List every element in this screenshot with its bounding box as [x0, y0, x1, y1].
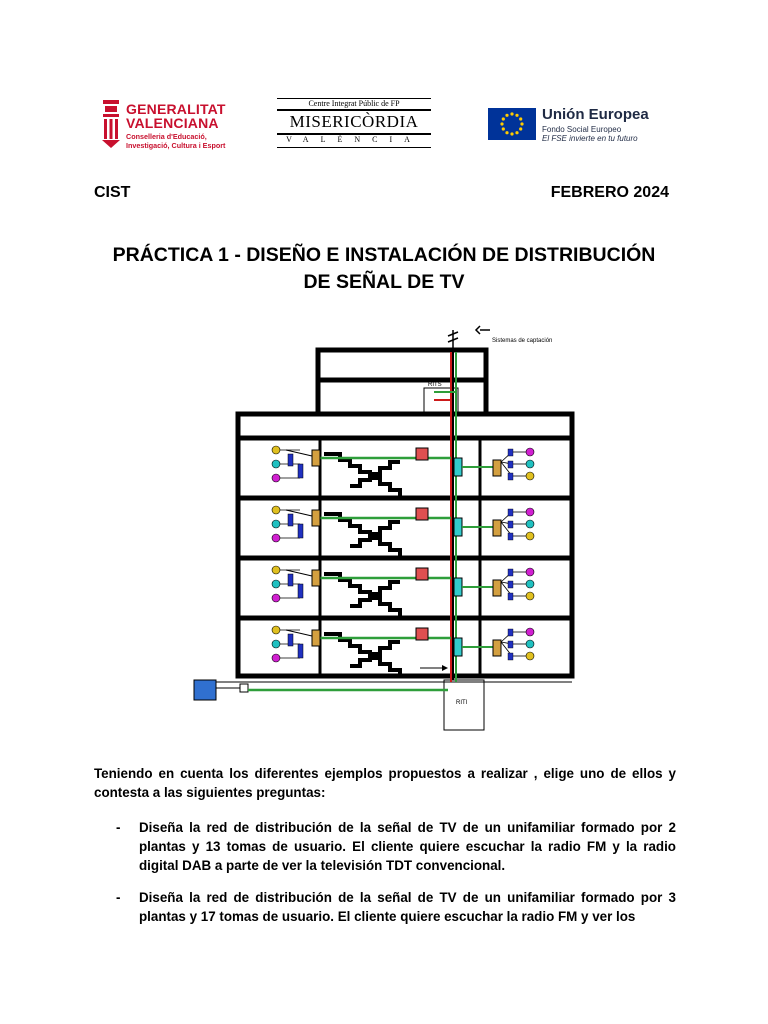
- toma-outlet: [508, 653, 513, 660]
- toma-outlet: [288, 634, 293, 646]
- cip-misericordia-logo: [277, 98, 431, 152]
- toma-outlet: [298, 464, 303, 478]
- toma-outlet: [508, 641, 513, 648]
- union-europea-logo: [488, 106, 688, 146]
- label-rits: RITS: [428, 382, 442, 388]
- toma-outlet: [526, 592, 534, 600]
- toma-outlet: [298, 584, 303, 598]
- toma-outlet: [508, 473, 513, 480]
- antenna-icon: [448, 326, 490, 350]
- toma-outlet: [526, 568, 534, 576]
- toma-outlet: [298, 524, 303, 538]
- toma-outlet: [526, 448, 534, 456]
- toma-outlet: [526, 460, 534, 468]
- toma-outlet: [298, 644, 303, 658]
- toma-outlet: [508, 593, 513, 600]
- toma-outlet: [272, 594, 280, 602]
- cip-name: MISERICÒRDIA: [277, 109, 431, 135]
- toma-outlet: [272, 506, 280, 514]
- toma-outlet: [508, 461, 513, 468]
- toma-outlet: [508, 521, 513, 528]
- title-line-2: DE SEÑAL DE TV: [303, 271, 465, 293]
- staircase: [324, 454, 400, 676]
- toma-outlet: [272, 566, 280, 574]
- toma-outlet: [508, 569, 513, 576]
- intro-paragraph: Teniendo en cuenta los diferentes ejemplos propuestos a realizar , elige uno de ellos y contesta a las siguientes preguntas:: [94, 766, 676, 800]
- toma-outlet: [288, 454, 293, 466]
- header-date: FEBRERO 2024: [550, 184, 669, 201]
- toma-outlet: [272, 626, 280, 634]
- toma-outlet: [526, 580, 534, 588]
- toma-outlet: [272, 446, 280, 454]
- gva-emblem-icon: [100, 98, 122, 150]
- task-bullet: -: [116, 890, 121, 905]
- cip-city: VALÈNCIA: [277, 135, 431, 148]
- building-structure: [200, 350, 572, 730]
- toma-outlet: [288, 574, 293, 586]
- toma-outlet: [526, 652, 534, 660]
- toma-outlet: [272, 654, 280, 662]
- toma-outlet: [526, 628, 534, 636]
- eu-flag-icon: [488, 108, 536, 140]
- page-title: [60, 242, 708, 296]
- gva-line2: VALENCIANA: [126, 115, 219, 131]
- user-outlets: [272, 446, 534, 662]
- task-text: Diseña la red de distribución de la señal de TV de un unifamiliar formado por 3 plantas y 17 tomas de usuario. El cliente quiere escuchar la radio FM y ver los: [139, 890, 676, 924]
- gva-sub1: Conselleria d'Educació,: [126, 132, 207, 141]
- toma-outlet: [508, 509, 513, 516]
- toma-outlet: [526, 532, 534, 540]
- toma-outlet: [288, 514, 293, 526]
- eu-subtitle-2: El FSE invierte en tu futuro: [542, 134, 638, 143]
- label-riti: RITI: [456, 700, 468, 706]
- toma-outlet: [508, 581, 513, 588]
- eu-title: Unión Europea: [542, 106, 649, 123]
- eu-subtitle-1: Fondo Social Europeo: [542, 125, 622, 134]
- toma-outlet: [272, 460, 280, 468]
- gva-line1: GENERALITAT: [126, 101, 226, 117]
- generalitat-valenciana-logo: [100, 96, 230, 158]
- toma-outlet: [272, 640, 280, 648]
- tv-distribution-diagram: [190, 322, 580, 732]
- task-bullet: -: [116, 820, 121, 835]
- toma-outlet: [526, 508, 534, 516]
- header-course: CIST: [94, 184, 131, 201]
- cip-top-text: Centre Integrat Públic de FP: [277, 98, 431, 109]
- toma-outlet: [508, 533, 513, 540]
- toma-outlet: [272, 474, 280, 482]
- gva-subtitle: [126, 132, 225, 150]
- toma-outlet: [272, 580, 280, 588]
- toma-outlet: [526, 520, 534, 528]
- toma-outlet: [508, 629, 513, 636]
- gva-sub2: Investigació, Cultura i Esport: [126, 141, 226, 150]
- task-text: Diseña la red de distribución de la señal de TV de un unifamiliar formado por 2 plantas y 13 tomas de usuario. El cliente quiere escuchar la radio FM y la radio digital DAB a parte de ver la televisión TDT convencional.: [139, 820, 676, 873]
- toma-outlet: [526, 472, 534, 480]
- title-line-1: PRÁCTICA 1 - DISEÑO E INSTALACIÓN DE DISTRIBUCIÓN: [112, 244, 656, 266]
- gva-name: [126, 102, 226, 130]
- floor-distribution: [312, 448, 501, 656]
- toma-outlet: [272, 520, 280, 528]
- label-captacion: Sistemas de captación: [492, 338, 553, 344]
- toma-outlet: [526, 640, 534, 648]
- toma-outlet: [508, 449, 513, 456]
- toma-outlet: [272, 534, 280, 542]
